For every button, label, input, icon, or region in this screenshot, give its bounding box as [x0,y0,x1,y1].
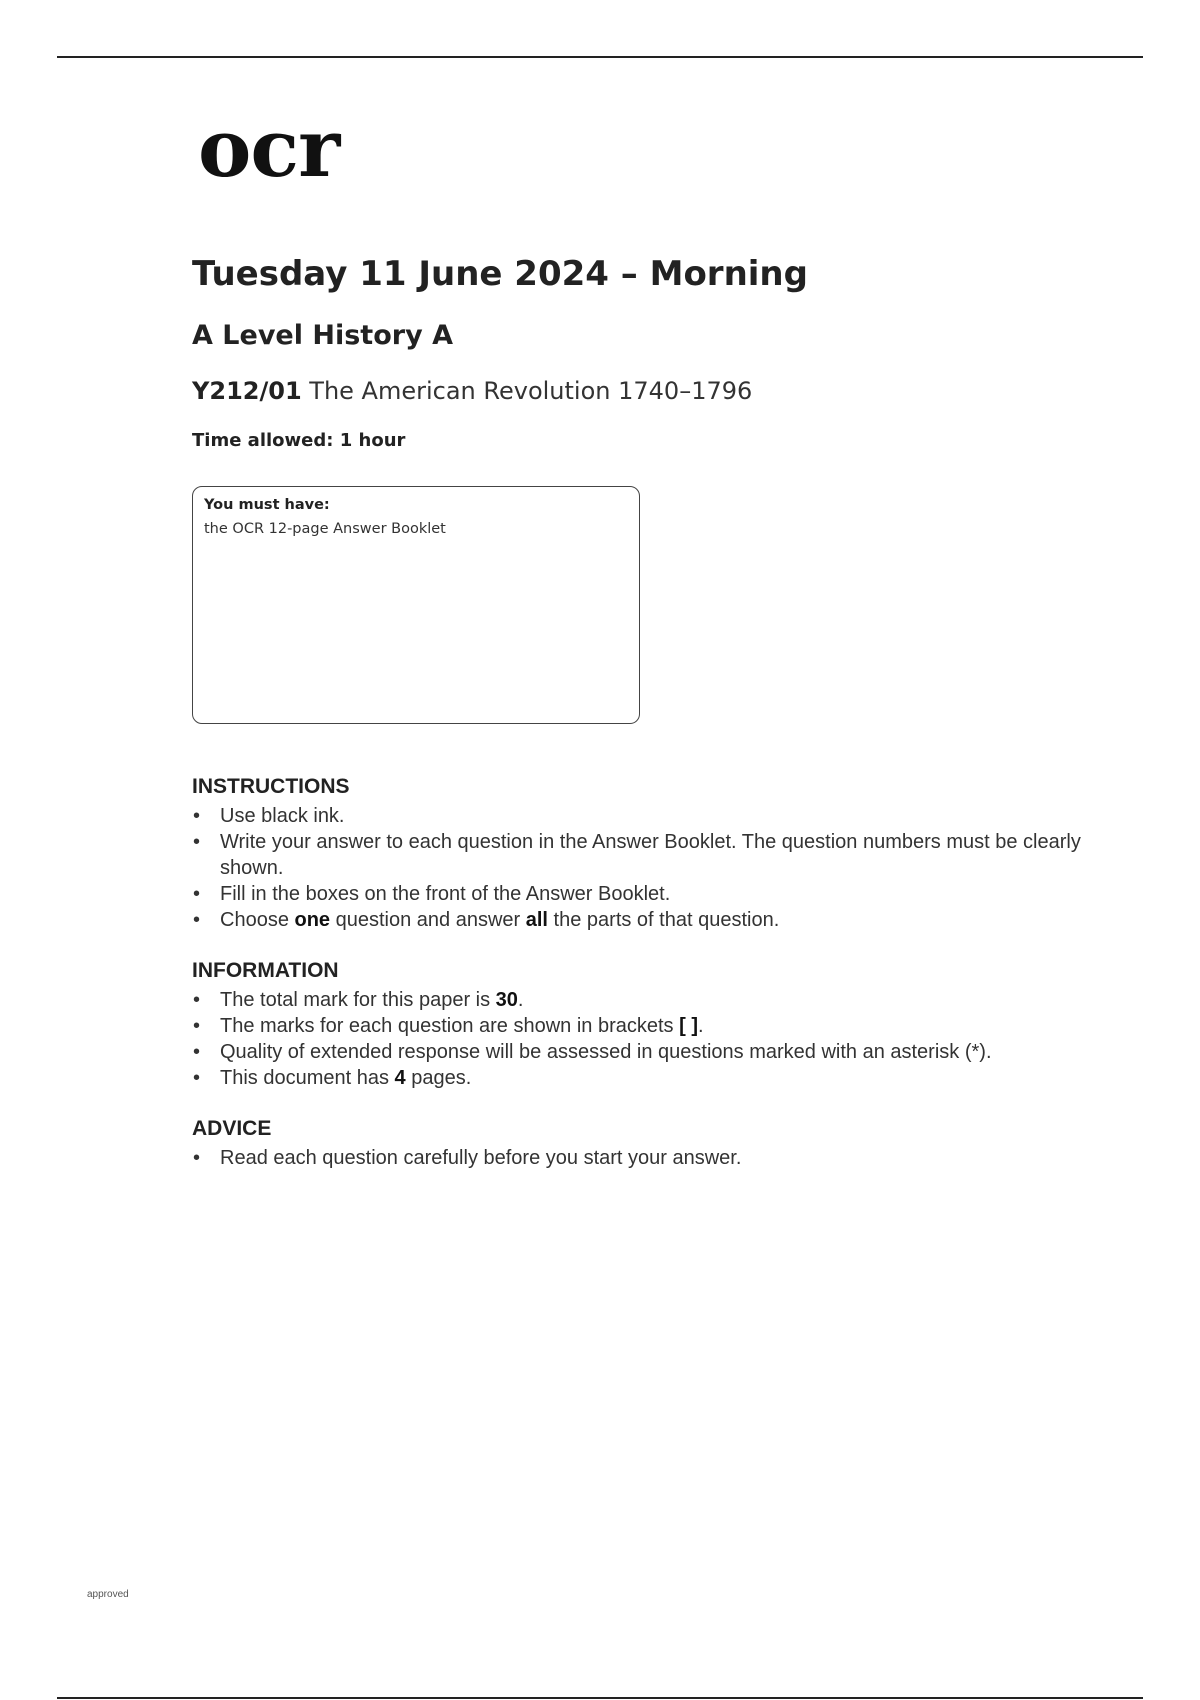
must-have-item: the OCR 12-page Answer Booklet [204,521,446,537]
list-item: • The total mark for this paper is 30. [193,989,524,1011]
bullet: • [193,1147,201,1169]
bullet: • [193,805,201,827]
bullet: • [193,909,201,931]
information-section [192,958,1092,1091]
instructions-section [192,774,1092,933]
list-item: • Read each question carefully before you start your answer. [193,1147,742,1169]
list-item: • The marks for each question are shown in brackets [ ]. [193,1015,704,1037]
list-item: • Fill in the boxes on the front of the Answer Booklet. [193,883,671,905]
advice-list [192,1145,1092,1171]
approved-mark: approved [87,1589,129,1600]
bullet: • [193,883,201,905]
must-have-box [192,486,640,724]
bullet: • [193,989,201,1011]
list-item: • This document has 4 pages. [193,1067,472,1089]
bullet: • [193,1015,201,1037]
qualification-subtitle: A Level History A [192,320,453,351]
top-rule [57,56,1143,58]
advice-section [192,1116,1092,1171]
bullet: • [193,831,201,853]
paper-line [192,378,752,404]
ocr-logo: ocr [198,101,340,195]
instructions-heading: INSTRUCTIONS [192,775,350,798]
exam-date-title: Tuesday 11 June 2024 – Morning [192,254,808,294]
bottom-rule [57,1697,1143,1699]
list-item: • Quality of extended response will be assessed in questions marked with an asterisk (*). [193,1041,992,1063]
bullet: • [193,1041,201,1063]
information-list [192,987,1092,1091]
time-allowed: Time allowed: 1 hour [192,430,406,451]
information-heading: INFORMATION [192,959,339,982]
list-item: • Use black ink. [193,805,345,827]
paper-name: The American Revolution 1740–1796 [309,377,753,405]
paper-code: Y212/01 [192,377,302,405]
instructions-list [192,803,1092,933]
must-have-title: You must have: [204,497,330,513]
bullet: • [193,1067,201,1089]
list-item: • Write your answer to each question in the Answer Booklet. The question numbers must be clearly shown. [193,831,1081,879]
list-item: • Choose one question and answer all the parts of that question. [193,909,780,931]
advice-heading: ADVICE [192,1117,272,1140]
